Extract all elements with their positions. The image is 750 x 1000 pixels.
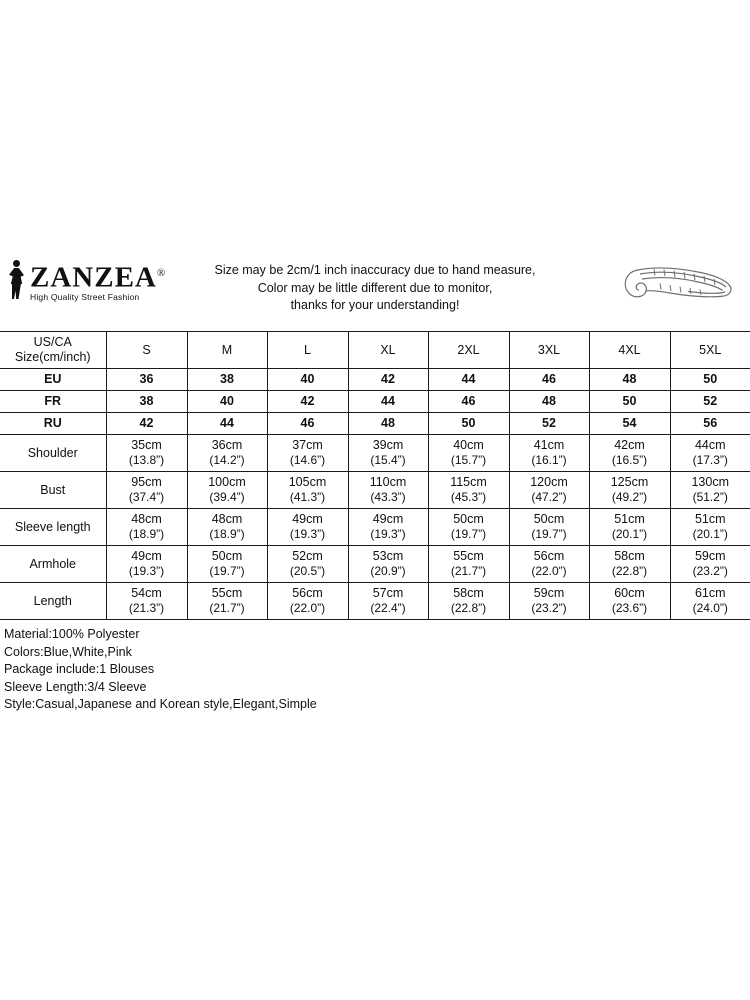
registered-mark: ® [156, 267, 167, 279]
cell-shoulder-xl [348, 435, 428, 472]
measuring-tape-icon [618, 260, 736, 312]
cell-value-cm: 59cm [533, 586, 565, 600]
cell-value-inch: (19.7”) [209, 564, 245, 578]
row-label-length: Length [0, 583, 106, 620]
cell-value-cm: 51cm [614, 512, 645, 526]
table-row [0, 546, 750, 583]
table-row [0, 583, 750, 620]
cell-ru-4xl: 54 [589, 413, 670, 435]
cell-eu-4xl: 48 [589, 369, 670, 391]
cell-eu-m: 38 [187, 369, 267, 391]
cell-armhole-2xl [428, 546, 509, 583]
row-label-bust: Bust [0, 472, 106, 509]
cell-value-cm: 120cm [530, 475, 568, 489]
cell-bust-l [267, 472, 348, 509]
cell-value-cm: 54cm [131, 586, 162, 600]
column-header-xl: XL [348, 332, 428, 369]
cell-value-inch: (20.9”) [370, 564, 406, 578]
column-header-m: M [187, 332, 267, 369]
cell-eu-5xl: 50 [670, 369, 750, 391]
cell-bust-s [106, 472, 187, 509]
table-header-row [0, 332, 750, 369]
cell-value-inch: (17.3”) [692, 453, 728, 467]
cell-bust-2xl [428, 472, 509, 509]
cell-value-cm: 57cm [372, 586, 404, 600]
cell-bust-m [187, 472, 267, 509]
cell-value-inch: (16.5”) [611, 453, 648, 467]
cell-value-cm: 36cm [211, 438, 243, 452]
column-header-3xl: 3XL [509, 332, 589, 369]
chart-header [0, 250, 750, 332]
cell-value-inch: (22.8”) [450, 601, 487, 615]
cell-value-cm: 56cm [533, 549, 565, 563]
cell-sleeve-length-4xl [589, 509, 670, 546]
cell-value-inch: (15.4”) [370, 453, 406, 467]
cell-value-cm: 49cm [131, 549, 162, 563]
cell-value-cm: 37cm [292, 438, 323, 452]
cell-value-cm: 48cm [131, 512, 162, 526]
column-header-5xl: 5XL [670, 332, 750, 369]
cell-sleeve-length-xl [348, 509, 428, 546]
cell-shoulder-2xl [428, 435, 509, 472]
cell-value-cm: 41cm [533, 438, 565, 452]
cell-value-inch: (20.1”) [611, 527, 648, 541]
cell-value-inch: (22.0”) [531, 564, 567, 578]
cell-length-s [106, 583, 187, 620]
detail-material: Material:100% Polyester [4, 627, 140, 641]
cell-eu-xl: 42 [348, 369, 428, 391]
cell-fr-xl: 44 [348, 391, 428, 413]
cell-value-inch: (21.3”) [128, 601, 165, 615]
row-label-armhole: Armhole [0, 546, 106, 583]
cell-value-inch: (39.4”) [209, 490, 245, 504]
cell-ru-5xl: 56 [670, 413, 750, 435]
cell-value-inch: (23.2”) [692, 564, 728, 578]
cell-value-cm: 40cm [453, 438, 484, 452]
cell-armhole-4xl [589, 546, 670, 583]
cell-length-5xl [670, 583, 750, 620]
cell-value-inch: (24.0”) [692, 601, 728, 615]
cell-shoulder-3xl [509, 435, 589, 472]
cell-value-inch: (18.9”) [209, 527, 245, 541]
column-header-s: S [106, 332, 187, 369]
notice-line-1: Size may be 2cm/1 inch inaccuracy due to hand measure, [214, 263, 536, 277]
cell-value-cm: 50cm [533, 512, 565, 526]
cell-ru-2xl: 50 [428, 413, 509, 435]
cell-value-cm: 50cm [453, 512, 484, 526]
cell-value-cm: 95cm [131, 475, 162, 489]
cell-value-inch: (47.2”) [531, 490, 567, 504]
brand-tagline: High Quality Street Fashion [30, 291, 140, 302]
cell-value-inch: (51.2”) [692, 490, 728, 504]
cell-bust-4xl [589, 472, 670, 509]
cell-value-cm: 42cm [614, 438, 645, 452]
cell-fr-3xl: 48 [509, 391, 589, 413]
cell-armhole-xl [348, 546, 428, 583]
cell-sleeve-length-2xl [428, 509, 509, 546]
cell-eu-2xl: 44 [428, 369, 509, 391]
cell-sleeve-length-m [187, 509, 267, 546]
size-chart-sheet [0, 250, 750, 714]
cell-length-l [267, 583, 348, 620]
cell-value-inch: (22.8”) [611, 564, 648, 578]
cell-shoulder-4xl [589, 435, 670, 472]
cell-ru-s: 42 [106, 413, 187, 435]
cell-armhole-s [106, 546, 187, 583]
cell-value-cm: 55cm [211, 586, 243, 600]
cell-value-inch: (37.4”) [128, 490, 165, 504]
cell-armhole-l [267, 546, 348, 583]
detail-package: Package include:1 Blouses [4, 662, 155, 676]
cell-value-inch: (15.7”) [450, 453, 487, 467]
row-label-eu: EU [0, 369, 106, 391]
cell-fr-4xl: 50 [589, 391, 670, 413]
cell-value-inch: (19.7”) [450, 527, 487, 541]
corner-label-line-2: Size(cm/inch) [14, 350, 91, 364]
cell-value-cm: 58cm [453, 586, 484, 600]
cell-value-inch: (19.3”) [128, 564, 165, 578]
cell-sleeve-length-5xl [670, 509, 750, 546]
cell-value-inch: (14.2”) [209, 453, 245, 467]
cell-value-cm: 110cm [369, 475, 407, 489]
cell-value-cm: 44cm [694, 438, 726, 452]
cell-ru-3xl: 52 [509, 413, 589, 435]
cell-value-cm: 39cm [372, 438, 404, 452]
cell-value-inch: (14.6”) [289, 453, 326, 467]
column-header-l: L [267, 332, 348, 369]
cell-bust-5xl [670, 472, 750, 509]
cell-value-inch: (21.7”) [209, 601, 245, 615]
cell-value-inch: (49.2”) [611, 490, 648, 504]
cell-eu-s: 36 [106, 369, 187, 391]
cell-value-cm: 52cm [292, 549, 323, 563]
cell-length-m [187, 583, 267, 620]
cell-value-inch: (19.3”) [370, 527, 406, 541]
cell-shoulder-s [106, 435, 187, 472]
detail-style: Style:Casual,Japanese and Korean style,Elegant,Simple [4, 697, 317, 711]
column-header-2xl: 2XL [428, 332, 509, 369]
cell-value-inch: (43.3”) [370, 490, 406, 504]
detail-colors: Colors:Blue,White,Pink [4, 644, 132, 659]
cell-value-cm: 60cm [614, 586, 645, 600]
cell-value-inch: (45.3”) [450, 490, 487, 504]
notice-line-2: Color may be little different due to monitor, [257, 280, 493, 295]
cell-fr-2xl: 46 [428, 391, 509, 413]
cell-value-cm: 100cm [208, 475, 246, 489]
cell-value-inch: (23.2”) [531, 601, 567, 615]
row-label-shoulder: Shoulder [0, 435, 106, 472]
brand-name-text: ZANZEA [30, 261, 157, 294]
cell-value-inch: (22.4”) [370, 601, 406, 615]
cell-value-inch: (20.5”) [289, 564, 326, 578]
cell-fr-5xl: 52 [670, 391, 750, 413]
cell-value-inch: (23.6”) [611, 601, 648, 615]
cell-sleeve-length-l [267, 509, 348, 546]
cell-value-cm: 48cm [211, 512, 243, 526]
cell-ru-m: 44 [187, 413, 267, 435]
cell-value-cm: 130cm [691, 475, 730, 489]
cell-shoulder-l [267, 435, 348, 472]
table-row [0, 369, 750, 391]
cell-value-cm: 55cm [453, 549, 484, 563]
cell-length-4xl [589, 583, 670, 620]
cell-armhole-m [187, 546, 267, 583]
cell-shoulder-m [187, 435, 267, 472]
cell-armhole-5xl [670, 546, 750, 583]
table-row [0, 435, 750, 472]
cell-value-cm: 125cm [610, 475, 649, 489]
cell-eu-3xl: 46 [509, 369, 589, 391]
row-label-sleeve-length: Sleeve length [0, 509, 106, 546]
row-label-ru: RU [0, 413, 106, 435]
cell-bust-xl [348, 472, 428, 509]
cell-value-inch: (22.0”) [289, 601, 326, 615]
cell-shoulder-5xl [670, 435, 750, 472]
cell-fr-l: 42 [267, 391, 348, 413]
cell-value-cm: 56cm [292, 586, 323, 600]
cell-value-cm: 35cm [131, 438, 162, 452]
cell-bust-3xl [509, 472, 589, 509]
cell-value-inch: (19.3”) [289, 527, 326, 541]
cell-value-cm: 51cm [694, 512, 726, 526]
cell-value-cm: 53cm [372, 549, 404, 563]
cell-value-inch: (19.7”) [531, 527, 567, 541]
cell-value-cm: 49cm [372, 512, 404, 526]
cell-length-2xl [428, 583, 509, 620]
cell-value-inch: (18.9”) [128, 527, 165, 541]
cell-length-xl [348, 583, 428, 620]
cell-ru-xl: 48 [348, 413, 428, 435]
cell-value-inch: (21.7”) [450, 564, 487, 578]
table-row [0, 509, 750, 546]
cell-value-inch: (13.8”) [128, 453, 165, 467]
cell-value-cm: 61cm [694, 586, 726, 600]
table-row [0, 413, 750, 435]
cell-value-cm: 105cm [288, 475, 327, 489]
cell-length-3xl [509, 583, 589, 620]
table-corner-label [0, 332, 106, 369]
column-header-4xl: 4XL [589, 332, 670, 369]
cell-fr-m: 40 [187, 391, 267, 413]
cell-value-inch: (16.1”) [531, 453, 567, 467]
cell-value-inch: (41.3”) [289, 490, 326, 504]
cell-sleeve-length-3xl [509, 509, 589, 546]
cell-eu-l: 40 [267, 369, 348, 391]
cell-ru-l: 46 [267, 413, 348, 435]
table-row [0, 391, 750, 413]
detail-sleeve-length: Sleeve Length:3/4 Sleeve [4, 679, 147, 694]
row-label-fr: FR [0, 391, 106, 413]
cell-value-cm: 59cm [694, 549, 726, 563]
cell-value-cm: 58cm [614, 549, 645, 563]
table-row [0, 472, 750, 509]
product-details [0, 620, 750, 714]
cell-value-cm: 49cm [292, 512, 323, 526]
cell-value-inch: (20.1”) [692, 527, 728, 541]
cell-sleeve-length-s [106, 509, 187, 546]
notice-line-3: thanks for your understanding! [290, 298, 460, 312]
cell-fr-s: 38 [106, 391, 187, 413]
size-table [0, 332, 750, 620]
corner-label-line-1: US/CA [33, 335, 72, 349]
cell-value-cm: 115cm [450, 475, 487, 489]
cell-value-cm: 50cm [211, 549, 243, 563]
cell-armhole-3xl [509, 546, 589, 583]
